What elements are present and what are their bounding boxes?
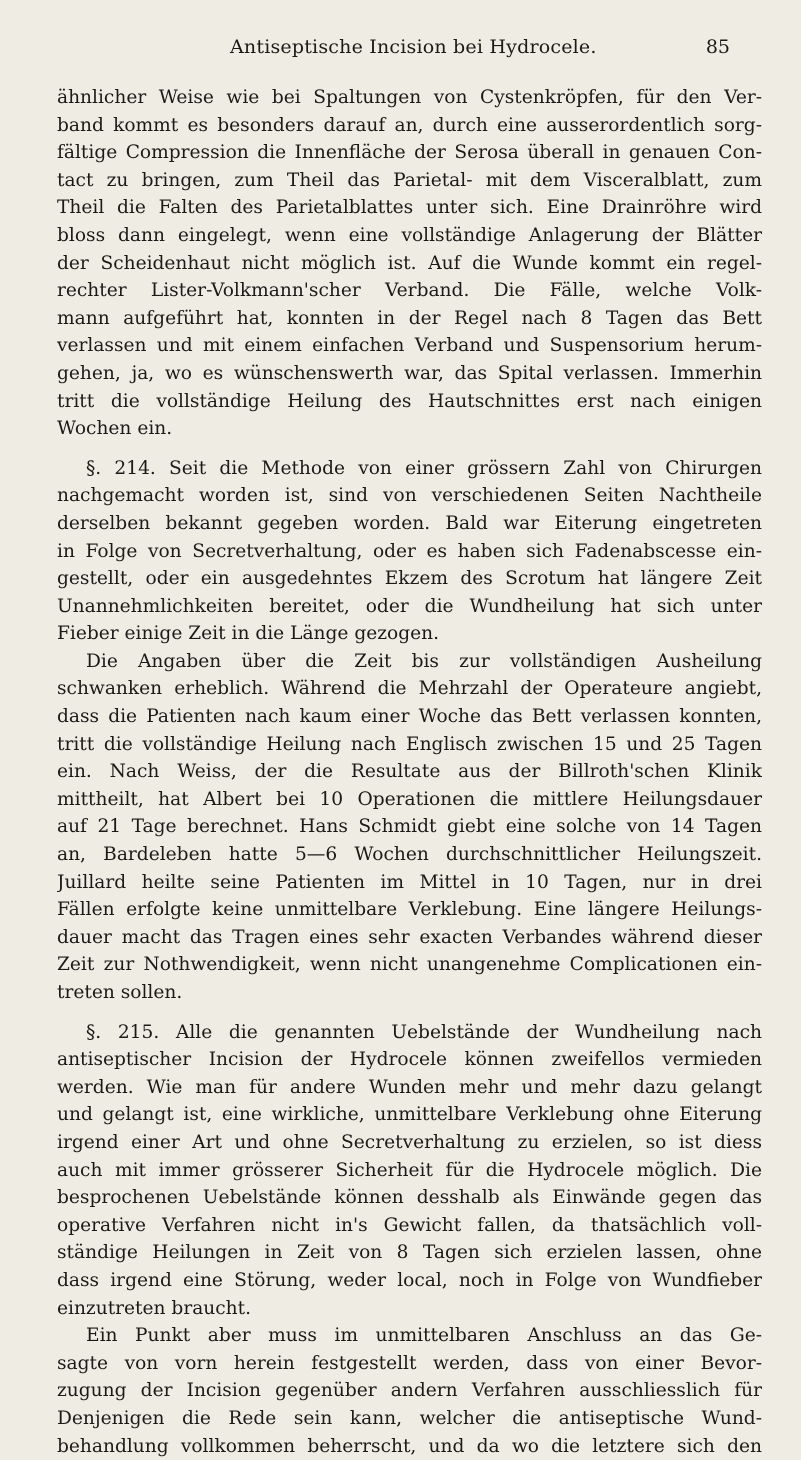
text-line: einzutreten braucht. bbox=[57, 1295, 762, 1323]
text-line: band kommt es besonders darauf an, durch eine ausserordentlich sorg- bbox=[57, 112, 762, 140]
text-line: tact zu bringen, zum Theil das Parietal- mit dem Visceralblatt, zum bbox=[57, 167, 762, 195]
text-line: Juillard heilte seine Patienten im Mittel in 10 Tagen, nur in drei bbox=[57, 869, 762, 897]
page-number: 85 bbox=[706, 36, 730, 58]
text-line: operative Verfahren nicht in's Gewicht fallen, da thatsächlich voll- bbox=[57, 1212, 762, 1240]
text-line: §. 215. Alle die genannten Uebelstände der Wundheilung nach bbox=[57, 1019, 762, 1047]
text-line: derselben bekannt gegeben worden. Bald war Eiterung eingetreten bbox=[57, 510, 762, 538]
text-line: fältige Compression die Innenfläche der Serosa überall in genauen Con- bbox=[57, 139, 762, 167]
text-line: Die Angaben über die Zeit bis zur vollständigen Ausheilung bbox=[57, 648, 762, 676]
text-line: Theil die Falten des Parietalblattes unter sich. Eine Drainröhre wird bbox=[57, 194, 762, 222]
text-line: ein. Nach Weiss, der die Resultate aus der Billroth'schen Klinik bbox=[57, 758, 762, 786]
text-line: Denjenigen die Rede sein kann, welcher die antiseptische Wund- bbox=[57, 1405, 762, 1433]
text-line: sagte von vorn herein festgestellt werden, dass von einer Bevor- bbox=[57, 1350, 762, 1378]
text-line: auf 21 Tage berechnet. Hans Schmidt giebt eine solche von 14 Tagen bbox=[57, 813, 762, 841]
text-line: irgend einer Art und ohne Secretverhaltung zu erzielen, so ist diess bbox=[57, 1129, 762, 1157]
text-line: Ein Punkt aber muss im unmittelbaren Anschluss an das Ge- bbox=[57, 1322, 762, 1350]
text-line: gehen, ja, wo es wünschenswerth war, das Spital verlassen. Immerhin bbox=[57, 360, 762, 388]
text-line: und gelangt ist, eine wirkliche, unmittelbare Verklebung ohne Eiterung bbox=[57, 1101, 762, 1129]
text-line: tritt die vollständige Heilung nach Englisch zwischen 15 und 25 Tagen bbox=[57, 731, 762, 759]
paragraph bbox=[57, 84, 762, 443]
text-line: behandlung vollkommen beherrscht, und da wo die letztere sich den bbox=[57, 1433, 762, 1460]
text-line: dass die Patienten nach kaum einer Woche das Bett verlassen konnten, bbox=[57, 703, 762, 731]
paragraph bbox=[57, 455, 762, 648]
text-line: Fieber einige Zeit in die Länge gezogen. bbox=[57, 620, 762, 648]
text-line: bloss dann eingelegt, wenn eine vollständige Anlagerung der Blätter bbox=[57, 222, 762, 250]
text-line: treten sollen. bbox=[57, 979, 762, 1007]
text-line: der Scheidenhaut nicht möglich ist. Auf die Wunde kommt ein regel- bbox=[57, 250, 762, 278]
text-line: §. 214. Seit die Methode von einer grössern Zahl von Chirurgen bbox=[57, 455, 762, 483]
paragraph bbox=[57, 1019, 762, 1323]
text-line: rechter Lister-Volkmann'scher Verband. Die Fälle, welche Volk- bbox=[57, 277, 762, 305]
text-line: auch mit immer grösserer Sicherheit für die Hydrocele möglich. Die bbox=[57, 1157, 762, 1185]
text-line: dass irgend eine Störung, weder local, noch in Folge von Wundfieber bbox=[57, 1267, 762, 1295]
text-line: tritt die vollständige Heilung des Hautschnittes erst nach einigen bbox=[57, 388, 762, 416]
paragraph bbox=[57, 648, 762, 1007]
text-line: mittheilt, hat Albert bei 10 Operationen die mittlere Heilungsdauer bbox=[57, 786, 762, 814]
text-line: zugung der Incision gegenüber andern Verfahren ausschliesslich für bbox=[57, 1377, 762, 1405]
text-line: in Folge von Secretverhaltung, oder es haben sich Fadenabscesse ein- bbox=[57, 538, 762, 566]
page-body bbox=[57, 84, 762, 1460]
running-title: Antiseptische Incision bei Hydrocele. bbox=[230, 36, 597, 58]
text-line: Unannehmlichkeiten bereitet, oder die Wundheilung hat sich unter bbox=[57, 593, 762, 621]
text-line: nachgemacht worden ist, sind von verschiedenen Seiten Nachtheile bbox=[57, 482, 762, 510]
text-line: Zeit zur Nothwendigkeit, wenn nicht unangenehme Complicationen ein- bbox=[57, 951, 762, 979]
text-line: Fällen erfolgte keine unmittelbare Verklebung. Eine längere Heilungs- bbox=[57, 896, 762, 924]
text-line: Wochen ein. bbox=[57, 415, 762, 443]
text-line: schwanken erheblich. Während die Mehrzahl der Operateure angiebt, bbox=[57, 675, 762, 703]
text-line: gestellt, oder ein ausgedehntes Ekzem des Scrotum hat längere Zeit bbox=[57, 565, 762, 593]
running-header bbox=[130, 36, 730, 68]
text-line: werden. Wie man für andere Wunden mehr und mehr dazu gelangt bbox=[57, 1074, 762, 1102]
text-line: antiseptischer Incision der Hydrocele können zweifellos vermieden bbox=[57, 1046, 762, 1074]
paragraph bbox=[57, 1322, 762, 1460]
text-line: an, Bardeleben hatte 5—6 Wochen durchschnittlicher Heilungszeit. bbox=[57, 841, 762, 869]
text-line: dauer macht das Tragen eines sehr exacten Verbandes während dieser bbox=[57, 924, 762, 952]
text-line: mann aufgeführt hat, konnten in der Regel nach 8 Tagen das Bett bbox=[57, 305, 762, 333]
text-line: ähnlicher Weise wie bei Spaltungen von Cystenkröpfen, für den Ver- bbox=[57, 84, 762, 112]
text-line: besprochenen Uebelstände können desshalb als Einwände gegen das bbox=[57, 1184, 762, 1212]
text-line: verlassen und mit einem einfachen Verband und Suspensorium herum- bbox=[57, 332, 762, 360]
text-line: ständige Heilungen in Zeit von 8 Tagen sich erzielen lassen, ohne bbox=[57, 1239, 762, 1267]
